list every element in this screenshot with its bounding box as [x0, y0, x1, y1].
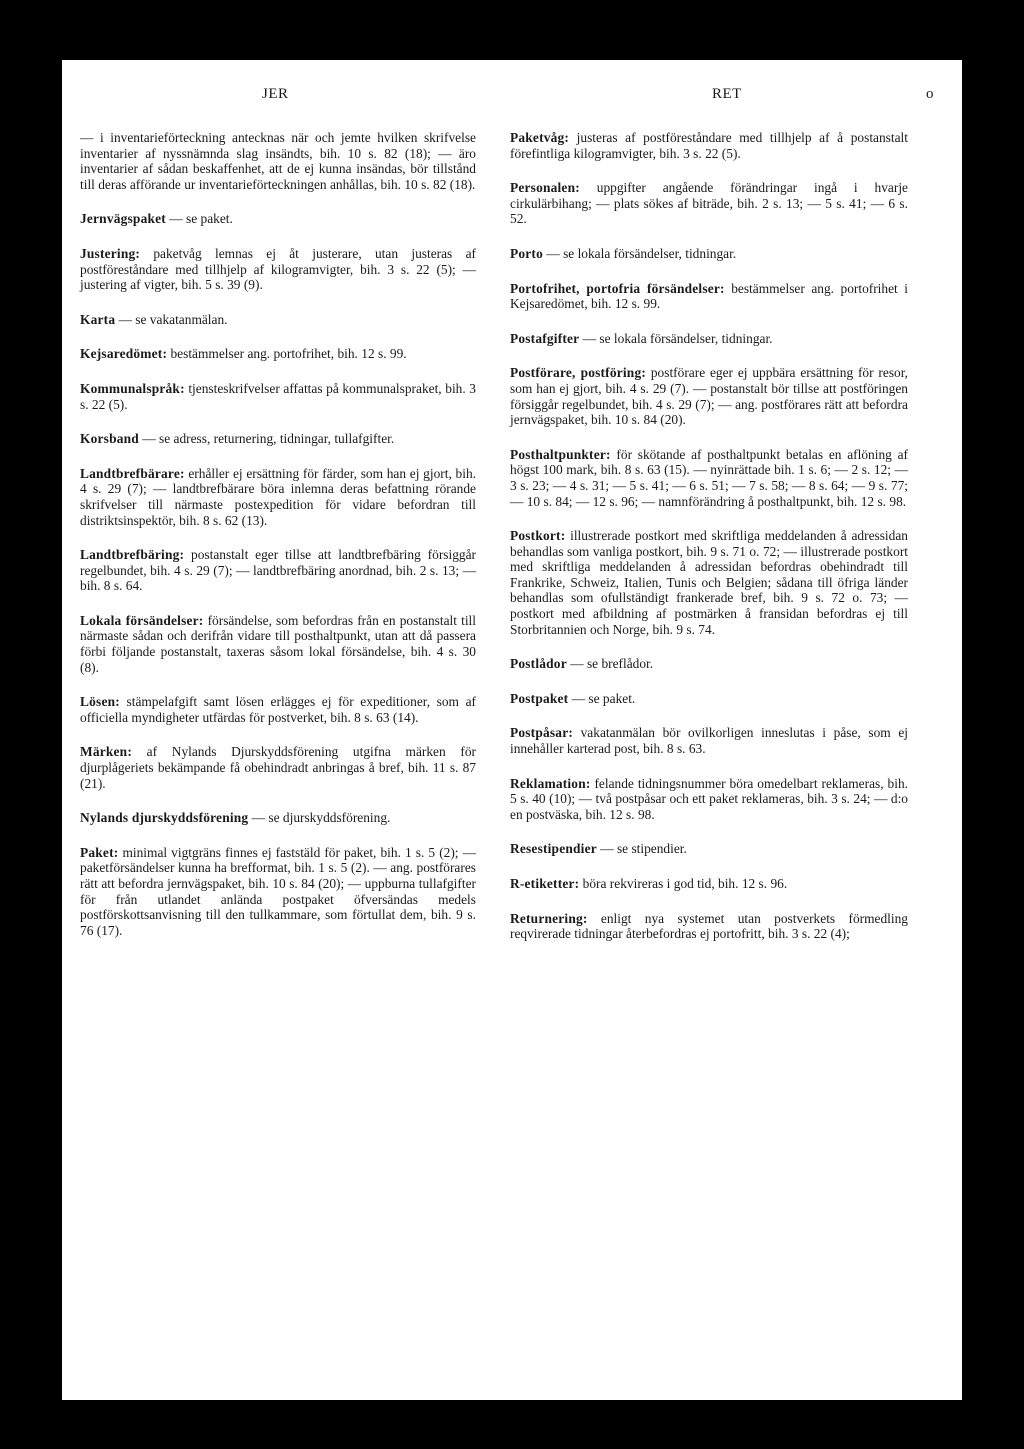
index-term: Paketvåg: — [510, 130, 570, 145]
index-text: — se djurskyddsförening. — [248, 810, 391, 826]
index-term: Returnering: — [510, 910, 588, 926]
right-column — [510, 130, 908, 961]
index-text: — se lokala försändelser, tidningar. — [542, 245, 737, 261]
index-entry — [510, 691, 908, 707]
index-text: för skötande af posthaltpunkt betalas en aflöning af högst 100 mark, bih. 8 s. 63 (15). — nyinrättade bih. 1 s. 6; — 2 s. 12; — 3 s. 23; — 4 s. 31; — 5 s. 41; — 6 s. 51; — 7 s. 58; — 8 s. 64; — 9 s. 77; — 10 s. 84; — 12 s. 96; — namnförändring å posthaltpunkt, bih. 12 s. 98. — [510, 446, 908, 509]
index-text: justeras af postföreståndare med tillhjelp af å postanstalt förefintliga kilogramvigter, bih. 3 s. 22 (5). — [510, 130, 908, 161]
index-term: Märken: — [80, 744, 132, 760]
index-entry — [80, 211, 476, 227]
index-entry — [510, 180, 908, 227]
index-term: Korsband — [80, 431, 139, 447]
index-entry — [510, 246, 908, 262]
index-text: — se paket. — [165, 211, 233, 227]
index-entry — [80, 466, 476, 528]
index-term: Lösen: — [80, 694, 120, 710]
index-term: R-etiketter: — [510, 876, 580, 891]
index-entry — [510, 447, 908, 509]
index-term: Landtbrefbärare: — [80, 465, 185, 481]
index-text: stämpelafgift samt lösen erlägges ej för expeditioner, som af officiella myndigheter utfärdas för postverket, bih. 8 s. 63 (14). — [80, 694, 476, 725]
index-text: — se adress, returnering, tidningar, tullafgifter. — [138, 431, 395, 447]
index-term: Postkort: — [510, 528, 566, 544]
index-text: — i inventarieförteckning antecknas när och jemte hvilken skrifvelse inventarier af nyssnämnda slag insändts, bih. 10 s. 82 (18); — äro inventarier af sådan beskaffenhet, att de ej kunna insändas, bör tillstånd till deras afförande ur inventarieförteckningen anhållas, bih. 10 s. 82 (18). — [80, 130, 476, 192]
index-text: — se stipendier. — [596, 841, 687, 857]
index-text: böra rekvireras i god tid, bih. 12 s. 96. — [579, 876, 788, 891]
index-text: — se vakatanmälan. — [115, 311, 228, 327]
index-term: Personalen: — [510, 180, 580, 196]
index-term: Lokala försändelser: — [80, 612, 204, 628]
index-term: Justering: — [80, 245, 141, 261]
index-text: enligt nya systemet utan postverkets förmedling reqvirerade tidningar återbefordras ej portofritt, bih. 3 s. 22 (4); — [510, 910, 908, 942]
index-entry — [510, 365, 908, 427]
index-entry — [80, 810, 476, 826]
header-left: JER — [262, 86, 289, 102]
index-text: — se paket. — [568, 690, 636, 706]
header-right: RET — [712, 86, 742, 102]
index-term: Postförare, postföring: — [510, 365, 647, 381]
index-term: Karta — [80, 311, 116, 327]
index-term: Resestipendier — [510, 841, 597, 857]
index-entry — [80, 312, 476, 328]
index-entry — [510, 911, 908, 942]
index-text: tjensteskrifvelser affattas på kommunalspraket, bih. 3 s. 22 (5). — [80, 380, 476, 412]
index-text: vakatanmälan bör ovilkorligen inneslutas i påse, som ej innehåller karterad post, bih. 8 s. 63. — [510, 725, 908, 757]
index-entry — [80, 547, 476, 594]
index-entry — [510, 725, 908, 756]
index-text: — se breflådor. — [566, 656, 654, 672]
index-entry — [510, 528, 908, 637]
index-entry — [510, 130, 908, 161]
index-term: Kommunalspråk: — [80, 380, 185, 396]
index-entry — [510, 656, 908, 672]
index-entry — [80, 613, 476, 675]
index-term: Postpaket — [510, 690, 569, 706]
index-entry — [510, 331, 908, 347]
page-number: o — [926, 86, 934, 102]
index-text: paketvåg lemnas ej åt justerare, utan justeras af postföreståndare med tillhjelp af kilogramvigter, bih. 3 s. 22 (5); — justering af vigter, bih. 5 s. 39 (9). — [80, 245, 476, 293]
left-column — [80, 130, 476, 957]
index-page — [62, 60, 962, 1400]
index-term: Posthaltpunkter: — [510, 446, 611, 462]
index-text: bestämmelser ang. portofrihet, bih. 12 s. 99. — [167, 346, 407, 362]
index-entry — [510, 776, 908, 823]
index-text: af Nylands Djurskyddsförening utgifna märken för djurplågeriets bekämpande få obehindradt anbringas å bref, bih. 11 s. 87 (21). — [80, 744, 476, 791]
index-term: Portofrihet, portofria försändelser: — [510, 280, 725, 296]
index-entry — [80, 246, 476, 293]
index-term: Postpåsar: — [510, 725, 573, 741]
index-text: postanstalt eger tillse att landtbrefbäring försiggår regelbundet, bih. 4 s. 29 (7); — landtbrefbäring anordnad, bih. 2 s. 13; — bih. 8 s. 64. — [80, 547, 476, 594]
index-text: försändelse, som befordras från en postanstalt till närmaste sådan och derifrån vidare till posthaltpunkt, utan att då passera förbi följande postanstalt, taxeras såsom lokal försändelse, bih. 4 s. 30 (8). — [80, 612, 476, 675]
index-term: Paket: — [80, 844, 119, 860]
index-term: Nylands djurskyddsförening — [80, 810, 249, 826]
index-entry — [80, 346, 476, 362]
index-term: Landtbrefbäring: — [80, 547, 185, 563]
index-term: Reklamation: — [510, 775, 591, 791]
index-entry — [80, 130, 476, 192]
index-text: illustrerade postkort med skriftliga meddelanden å adressidan behandlas som vanliga postkort, bih. 9 s. 71 o. 72; — illustrerade postkort med skriftliga meddelanden å adressidan befordras obehindradt till Frankrike, Schweiz, Italien, Tunis och Belgien; sådana till öfriga länder behandlas som ofullständigt frankerade bref, bih. 9 s. 72 o. 73; — postkort med afbildning af postmärken å fransidan befordras ej till Storbritannien och Norge, bih. 9 s. 74. — [510, 528, 908, 637]
index-entry — [80, 694, 476, 725]
index-term: Jernvägspaket — [80, 211, 166, 227]
index-entry — [80, 744, 476, 791]
index-text: minimal vigtgräns finnes ej faststäld för paket, bih. 1 s. 5 (2); — paketförsändelser kunna ha brefformat, bih. 1 s. 5 (2). — ang. postförares rätt att befordra jernvägspaket, bih. 10 s. 84 (20); — uppburna tullafgifter för från utlandet anlända postpaket öfversändas medels postförskottsanvisning till den tullkammare, som förtullat dem, bih. 9 s. 76 (17). — [80, 844, 476, 938]
index-entry — [80, 845, 476, 939]
index-entry — [80, 381, 476, 412]
index-term: Postlådor — [510, 656, 567, 672]
index-entry — [80, 431, 476, 447]
index-entry — [510, 876, 908, 892]
index-text: felande tidningsnummer böra omedelbart reklameras, bih. 5 s. 40 (10); — två postpåsar och ett paket reklameras, bih. 3 s. 24; — d:o en postväska, bih. 12 s. 98. — [510, 775, 908, 822]
index-text: — se lokala försändelser, tidningar. — [579, 330, 773, 346]
index-text: bestämmelser ang. portofrihet i Kejsaredömet, bih. 12 s. 99. — [510, 280, 908, 312]
index-term: Kejsaredömet: — [80, 346, 168, 362]
index-entry — [510, 841, 908, 857]
running-header — [62, 86, 962, 106]
index-text: postförare eger ej uppbära ersättning för resor, som han ej gjort, bih. 4 s. 29 (7). — postanstalt bör tillse att postföringen försiggår regelbundet, bih. 4 s. 29 (7); — ang. postförares rätt att befordra jernvägspaket, bih. 10 s. 84 (20). — [510, 365, 909, 428]
index-text: erhåller ej ersättning för färder, som han ej gjort, bih. 4 s. 29 (7); — landtbrefbärare böra inlemna deras befattning rörande skrifvelser till närmaste postexpedition för vidare befordran till distriktsinspektör, bih. 8 s. 62 (13). — [80, 465, 476, 528]
index-text: uppgifter angående förändringar ingå i hvarje cirkulärbihang; — plats sökes af biträde, bih. 2 s. 13; — 5 s. 41; — 6 s. 52. — [510, 180, 908, 227]
index-term: Postafgifter — [510, 330, 580, 346]
index-entry — [510, 281, 908, 312]
index-term: Porto — [510, 245, 543, 261]
